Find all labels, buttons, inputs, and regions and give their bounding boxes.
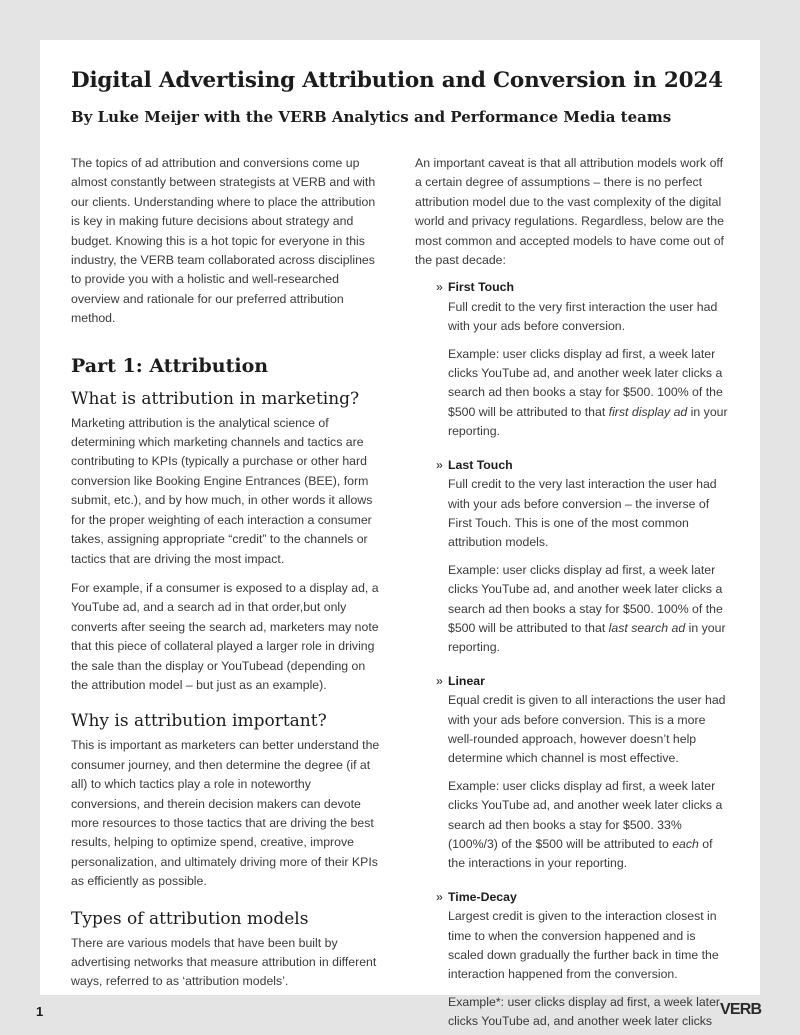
model-title: First Touch xyxy=(448,280,515,295)
bullet-icon: » xyxy=(436,673,443,688)
types-heading: Types of attribution models xyxy=(71,908,309,929)
bullet-icon: » xyxy=(436,280,443,295)
model-example: Example: user clicks display ad first, a week later clicks YouTube ad, and another week later clicks a search ad then books a stay for $500. 33% (100%/3) of the $500 will be attributed to each of the interactions in your reporting. xyxy=(448,778,723,871)
model-title: Time-Decay xyxy=(448,889,517,904)
model-example: Example*: user clicks display ad first, a week later clicks YouTube ad, and another week later clicks xyxy=(448,994,721,1029)
model-linear xyxy=(415,672,733,874)
model-title: Last Touch xyxy=(448,457,513,472)
model-description: Full credit to the very last interaction the user had with your ads before conversion – the inverse of First Touch. This is one of the most common attribution models. xyxy=(448,477,717,550)
attribution-example-paragraph: For example, if a consumer is exposed to a display ad, a YouTube ad, and a search ad in that order,but only converts after seeing the search ad, marketers may note that this piece of collateral played a larger role in driving the sale than the display or YouTubead (depending on the attribution model – but just as an example). xyxy=(71,580,379,692)
what-is-attribution-heading: What is attribution in marketing? xyxy=(71,388,360,409)
bullet-icon: » xyxy=(436,889,443,904)
model-description: Largest credit is given to the interaction closest in time to when the conversion happened and is scaled down gradually the further back in time the interaction happened from the conversion. xyxy=(448,909,719,982)
bullet-icon: » xyxy=(436,457,443,472)
document-byline: By Luke Meijer with the VERB Analytics and Performance Media teams xyxy=(71,108,672,126)
left-column xyxy=(71,154,383,992)
types-paragraph: There are various models that have been built by advertising networks that measure attribution in different ways, referred to as ‘attribution models’. xyxy=(71,935,377,989)
right-column xyxy=(415,154,733,1032)
model-title: Linear xyxy=(448,673,485,688)
intro-paragraph: The topics of ad attribution and conversions come up almost constantly between strategists at VERB and with our clients. Understanding where to place the attribution is key in making future decisions about strategy and budget. Knowing this is a hot topic for everyone in this industry, the VERB team collaborated across disciplines to provide you with a holistic and well-researched overview and rationale for our preferred attribution method. xyxy=(71,156,376,326)
document-title: Digital Advertising Attribution and Conversion in 2024 xyxy=(71,68,723,93)
verb-logo: VERB xyxy=(720,1001,762,1018)
model-description: Full credit to the very first interaction the user had with your ads before conversion. xyxy=(448,299,718,334)
model-last-touch xyxy=(415,456,733,658)
model-time-decay xyxy=(415,888,733,1032)
model-first-touch xyxy=(415,278,733,441)
model-description: Equal credit is given to all interactions the user had with your ads before conversion. This is a more well-rounded approach, however doesn’t help determine which channel is most effective. xyxy=(448,693,726,766)
what-is-attribution-paragraph: Marketing attribution is the analytical science of determining which marketing channels and tactics are contributing to KPIs (typically a purchase or other hard conversion like Booking Engine Entrances (BEE), form submit, etc.), and by how much, in other words it allows for the proper weighting of each interaction a consumer takes, assigning appropriate “credit” to the channels or tactics that are driving the most impact. xyxy=(71,415,373,566)
why-attribution-heading: Why is attribution important? xyxy=(71,711,327,732)
caveat-paragraph: An important caveat is that all attribution models work off a certain degree of assumptions – there is no perfect attribution model due to the vast complexity of the digital world and privacy regulations. Regardless, below are the most common and accepted models to have come out of the past decade: xyxy=(415,156,724,268)
why-attribution-paragraph: This is important as marketers can better understand the consumer journey, and then determine the degree (if at all) to which tactics play a role in noteworthy conversions, and therein decision makers can devote more resources to those tactics that are driving the best results, helping to optimize spend, creative, improve personalization, and ultimately driving more of their KPIs as efficiently as possible. xyxy=(71,738,380,889)
part-heading: Part 1: Attribution xyxy=(71,354,269,377)
page-number: 1 xyxy=(36,1004,44,1019)
model-example: Example: user clicks display ad first, a week later clicks YouTube ad, and another week later clicks a search ad then books a stay for $500. 100% of the $500 will be attributed to that first display ad in your reporting. xyxy=(448,346,728,439)
document-page xyxy=(40,40,760,1029)
model-example: Example: user clicks display ad first, a week later clicks YouTube ad, and another week later clicks a search ad then books a stay for $500. 100% of the $500 will be attributed to that last search ad in your reporting. xyxy=(448,562,726,655)
